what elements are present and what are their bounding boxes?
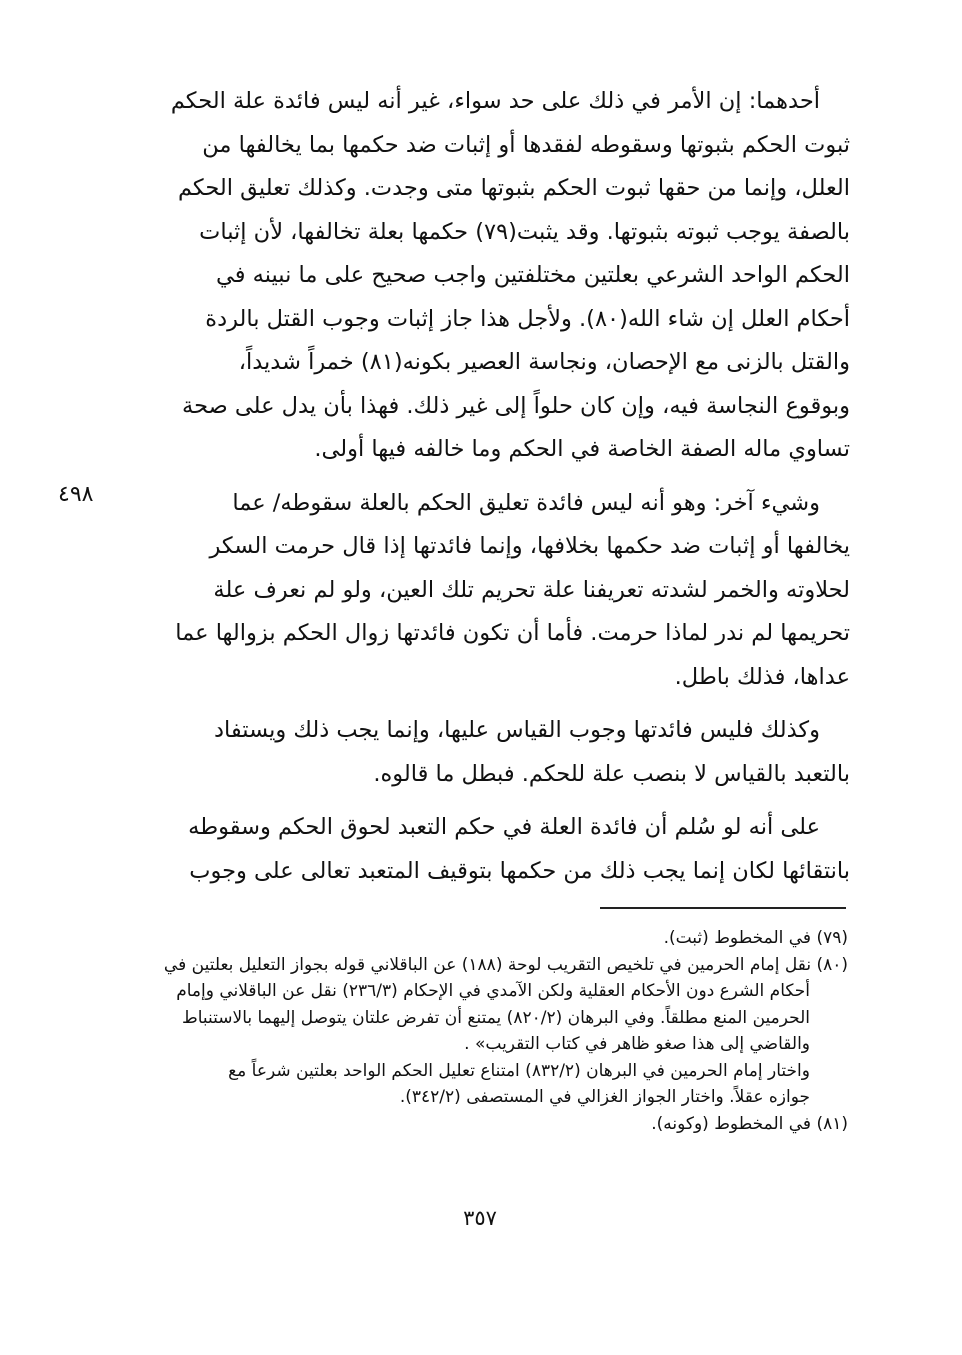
text-line: على أنه لو سُلم أن فائدة العلة في حكم التعبد لحوق الحكم وسقوطه [188,814,820,840]
text-line: العلل، وإنما من حقها ثبوت الحكم بثبوتها متى وجدت. وكذلك تعليق الحكم [177,175,850,201]
text-line: بانتقائها لكان إنما يجب ذلك من حكمها بتوقيف المتعبد تعالى على وجوب [189,857,850,884]
footnote-line: جوازه عقلاً. واختار الجواز الغزالي في المستصفى (٣٤٢/٢). [399,1087,810,1107]
text-line: وبوقوع النجاسة فيه، وإن كان حلواً إلى غير ذلك. فهذا بأن يدل على صحة [182,392,850,419]
text-line: يخالفها أو إثبات ضد حكمها بخلافها، وإنما فائدتها إذا قال حرمت السكر [209,533,850,559]
footnote-line: (٨٠) نقل إمام الحرمين في تلخيص التقريب لوحة (١٨٨) عن الباقلاني قوله بجواز التعليل بعلتين في [163,954,848,975]
text-line: عداها، فذلك باطل. [674,663,850,690]
paragraph-1 [130,80,850,472]
manuscript-page-marker: ٤٩٨ [58,482,94,507]
footnote-line: والقاضي إلى هذا صغو ظاهر في كتاب التقريب» . [464,1034,810,1054]
text-line: أحدهما: إن الأمر في ذلك على حد سواء، غير أنه ليس فائدة علة الحكم [170,88,820,114]
text-line: بالصفة يوجب ثبوته بثبوتها. وقد يثبت(٧٩) حكمها بعلة تخالفها، لأن إثبات [199,218,850,245]
text-line: وكذلك فليس فائدتها وجوب القياس عليها، وإنما يجب ذلك ويستفاد [214,717,820,743]
footnotes [130,925,848,1137]
footnote-line: (٧٩) في المخطوط (ثبت). [663,928,848,948]
footnote-line: واختار إمام الحرمين في البرهان (٨٣٢/٢) امتناع تعليل الحكم الواحد بعلتين شرعاً مع [228,1060,810,1081]
text-line: الحكم الواحد الشرعي بعلتين مختلفتين واجب صحيح على ما نبينه في [216,262,850,288]
text-line: بالتعبد بالقياس لا بنصب علة للحكم. فبطل ما قالوه. [373,760,850,787]
footnote-separator [600,907,846,909]
text-line: تساوي ماله الصفة الخاصة في الحكم وما خالفه فيها أولى. [314,436,850,462]
footnote-line: الحرمين المنع مطلقاً. وفي البرهان (٨٢٠/٢) يمتنع أن تفرض علتان يتوصل إليهما بالاستنباط [181,1007,810,1028]
footnote-line: (٨١) في المخطوط (وكونه). [651,1113,848,1134]
page-number: ٣٥٧ [463,1206,497,1230]
text-line: أحكام العلل إن شاء الله(٨٠). ولأجل هذا جاز إثبات وجوب القتل بالردة [205,305,850,332]
paragraph-4 [130,806,850,893]
text-line: وشيء آخر: وهو أنه ليس فائدة تعليق الحكم بالعلة سقوطه/ عما [232,489,820,516]
main-text [130,80,850,903]
text-line: لحلاوته والخمر لشدته تعريفنا علة تحريم تلك العين، ولو لم نعرف علة [213,576,850,603]
footnote-line: أحكام الشرع دون الأحكام العقلية ولكن الآمدي في الإحكام (٢٣٦/٣) نقل عن الباقلاني وإمام [176,981,810,1001]
paragraph-3 [130,709,850,796]
text-line: والقتل بالزنى مع الإحصان، ونجاسة العصير بكونه(٨١) خمراً شديداً، [238,349,850,375]
paragraph-2 [130,482,850,700]
text-line: تحريمها لم ندر لماذا حرمت. فأما أن تكون فائدتها زوال الحكم بزوالها عما [175,620,850,646]
text-line: ثبوت الحكم بثبوتها وسقوطه لفقدها أو إثبات ضد حكمها بما يخالفها من [202,131,850,158]
